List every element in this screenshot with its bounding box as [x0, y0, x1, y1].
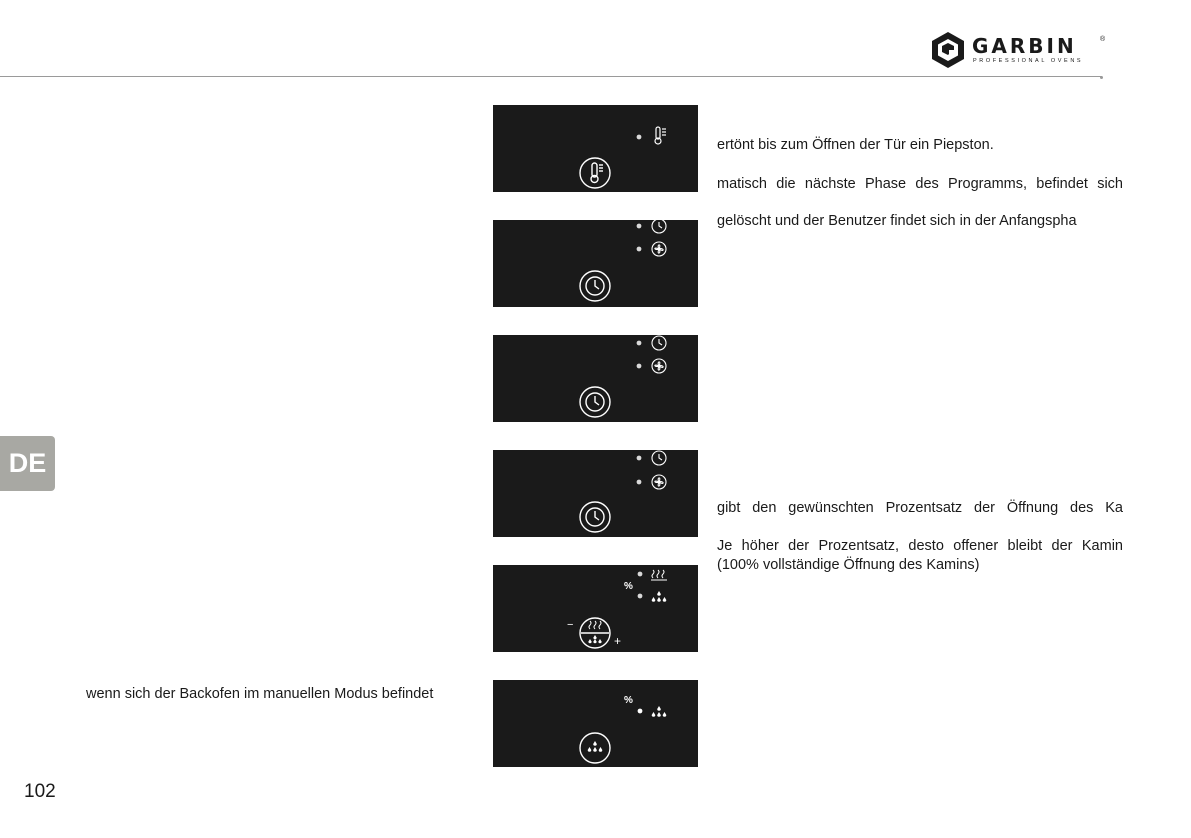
led-indicator: [637, 341, 642, 346]
display-panel-humidity: [493, 680, 698, 767]
humidity-icon: [652, 706, 667, 717]
display-panel-chimney-humidity: [493, 565, 698, 652]
text-full-open: (100% vollständige Öffnung des Kamins): [717, 557, 980, 573]
clock-icon: [652, 451, 666, 465]
language-tab: DE: [0, 436, 55, 491]
led-indicator: [637, 364, 642, 369]
text-manual-mode: wenn sich der Backofen im manuellen Modus befindet: [86, 686, 434, 702]
display-panel-time-1: [493, 220, 698, 307]
temperature-button: [580, 158, 610, 188]
clock-icon: [652, 220, 666, 233]
humidity-icon: [588, 635, 601, 643]
display-panel-time-2: [493, 335, 698, 422]
header-rule-dot: [1100, 76, 1103, 79]
led-indicator: [638, 572, 643, 577]
percent-symbol: %: [624, 581, 633, 592]
brand-registered-mark: ®: [1100, 36, 1106, 43]
minus-symbol: −: [567, 619, 574, 631]
header-rule: [0, 76, 1102, 77]
page-number: 102: [24, 781, 56, 802]
fan-icon: [652, 359, 666, 373]
text-beep: ertönt bis zum Öffnen der Tür ein Piepston.: [717, 137, 994, 153]
brand-tagline: PROFESSIONAL OVENS: [973, 58, 1084, 64]
text-deleted: gelöscht und der Benutzer findet sich in der Anfangspha: [717, 213, 1077, 229]
led-indicator: [637, 247, 642, 252]
led-indicator: [637, 456, 642, 461]
fan-icon: [652, 242, 666, 256]
brand-name: GARBIN: [972, 34, 1077, 58]
time-button: [580, 502, 610, 532]
display-panel-time-3: [493, 450, 698, 537]
humidity-icon: [652, 591, 667, 602]
plus-symbol: +: [614, 634, 622, 648]
steam-icon: [651, 570, 667, 580]
text-next-phase: matisch die nächste Phase des Programms, befindet sich: [717, 176, 1123, 192]
humidity-icon: [588, 741, 603, 752]
clock-icon: [652, 336, 666, 350]
time-button: [580, 271, 610, 301]
led-indicator: [638, 594, 643, 599]
percent-symbol: %: [624, 695, 633, 706]
led-indicator: [637, 224, 642, 229]
display-panel-temperature: [493, 105, 698, 192]
text-higher: Je höher der Prozentsatz, desto offener bleibt der Kamin: [717, 538, 1123, 554]
led-indicator: [637, 480, 642, 485]
garbin-logo-mark-icon: [928, 30, 968, 70]
time-button: [580, 387, 610, 417]
led-indicator: [638, 709, 643, 714]
text-percent: gibt den gewünschten Prozentsatz der Öffnung des Ka: [717, 500, 1123, 516]
led-indicator: [637, 135, 642, 140]
steam-icon: [589, 621, 601, 629]
garbin-logo: [928, 30, 1108, 72]
chimney-humidity-button: [580, 618, 610, 648]
fan-icon: [652, 475, 666, 489]
thermometer-icon: [655, 127, 666, 144]
